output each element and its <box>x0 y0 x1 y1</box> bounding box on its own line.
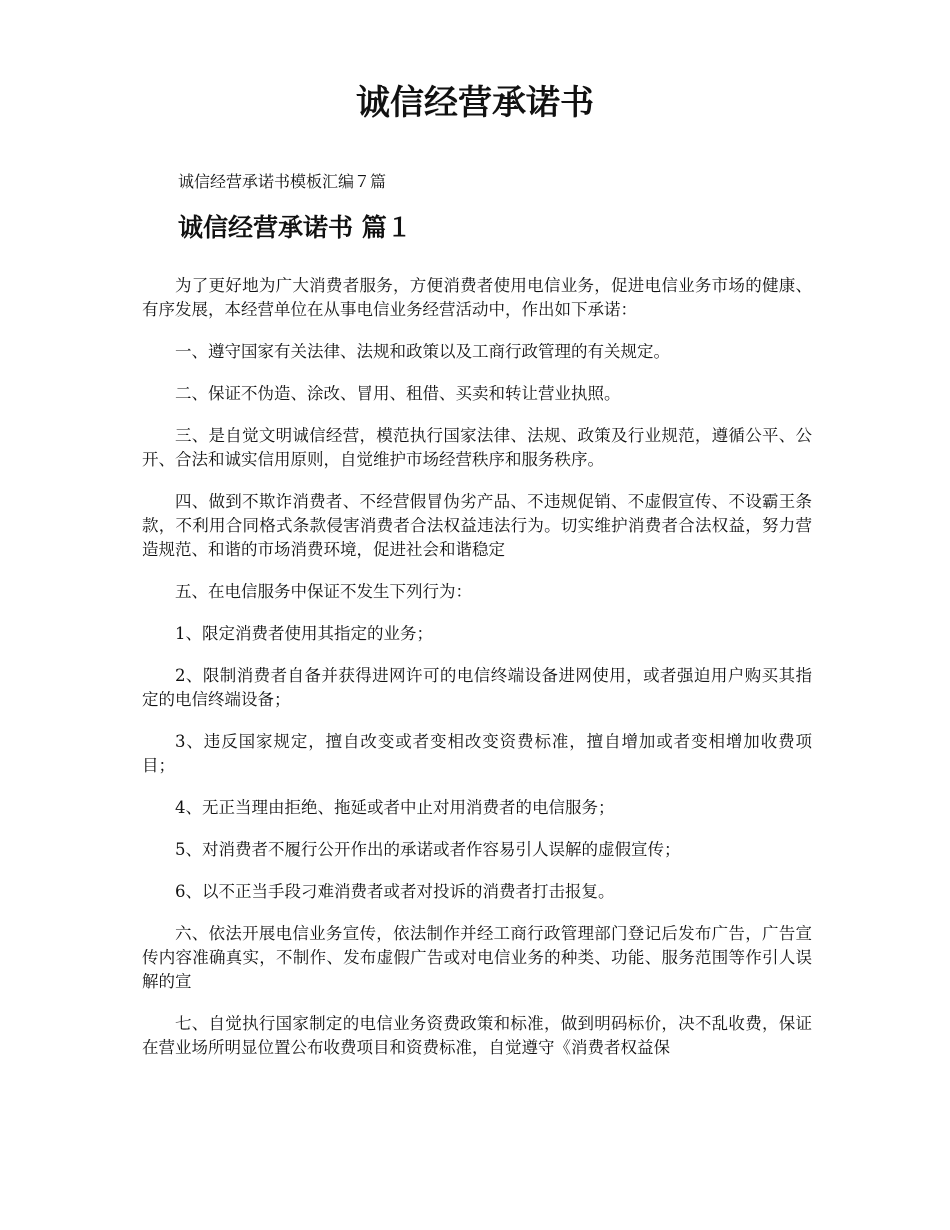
document-title: 诚信经营承诺书 <box>356 83 594 123</box>
paragraph-item-6: 六、依法开展电信业务宣传，依法制作并经工商行政管理部门登记后发布广告，广告宣传内容准确真实，不制作、发布虚假广告或对电信业务的种类、功能、服务范围等作引人误解的宣 <box>142 924 812 991</box>
section-heading: 诚信经营承诺书 篇１ <box>178 213 412 242</box>
paragraph-intro: 为了更好地为广大消费者服务，方便消费者使用电信业务，促进电信业务市场的健康、有序发展，本经营单位在从事电信业务经营活动中，作出如下承诺： <box>142 276 812 319</box>
paragraph-item-7: 七、自觉执行国家制定的电信业务资费政策和标准，做到明码标价，决不乱收费，保证在营业场所明显位置公布收费项目和资费标准，自觉遵守《消费者权益保 <box>142 1014 812 1057</box>
paragraph-subitem-5: 5、对消费者不履行公开作出的承诺或者作容易引人误解的虚假宣传； <box>175 840 681 859</box>
paragraph-item-5: 五、在电信服务中保证不发生下列行为： <box>175 582 472 601</box>
document-subtitle: 诚信经营承诺书模板汇编７篇 <box>178 172 387 191</box>
paragraph-subitem-3: 3、违反国家规定，擅自改变或者变相改变资费标准，擅自增加或者变相增加收费项目； <box>142 732 812 775</box>
document-body <box>142 274 812 1078</box>
paragraph-subitem-2: 2、限制消费者自备并获得进网许可的电信终端设备进网使用，或者强迫用户购买其指定的电信终端设备； <box>142 666 812 709</box>
paragraph-subitem-4: 4、无正当理由拒绝、拖延或者中止对用消费者的电信服务； <box>175 798 615 817</box>
paragraph-subitem-6: 6、以不正当手段刁难消费者或者对投诉的消费者打击报复。 <box>175 882 615 901</box>
paragraph-item-1: 一、遵守国家有关法律、法规和政策以及工商行政管理的有关规定。 <box>175 342 670 361</box>
paragraph-item-4: 四、做到不欺诈消费者、不经营假冒伪劣产品、不违规促销、不虚假宣传、不设霸王条款，不利用合同格式条款侵害消费者合法权益违法行为。切实维护消费者合法权益，努力营造规范、和谐的市场消费环境，促进社会和谐稳定 <box>142 492 812 559</box>
paragraph-item-3: 三、是自觉文明诚信经营，模范执行国家法律、法规、政策及行业规范，遵循公平、公开、合法和诚实信用原则，自觉维护市场经营秩序和服务秩序。 <box>142 426 812 469</box>
paragraph-item-2: 二、保证不伪造、涂改、冒用、租借、买卖和转让营业执照。 <box>175 384 621 403</box>
paragraph-subitem-1: 1、限定消费者使用其指定的业务； <box>175 624 433 643</box>
